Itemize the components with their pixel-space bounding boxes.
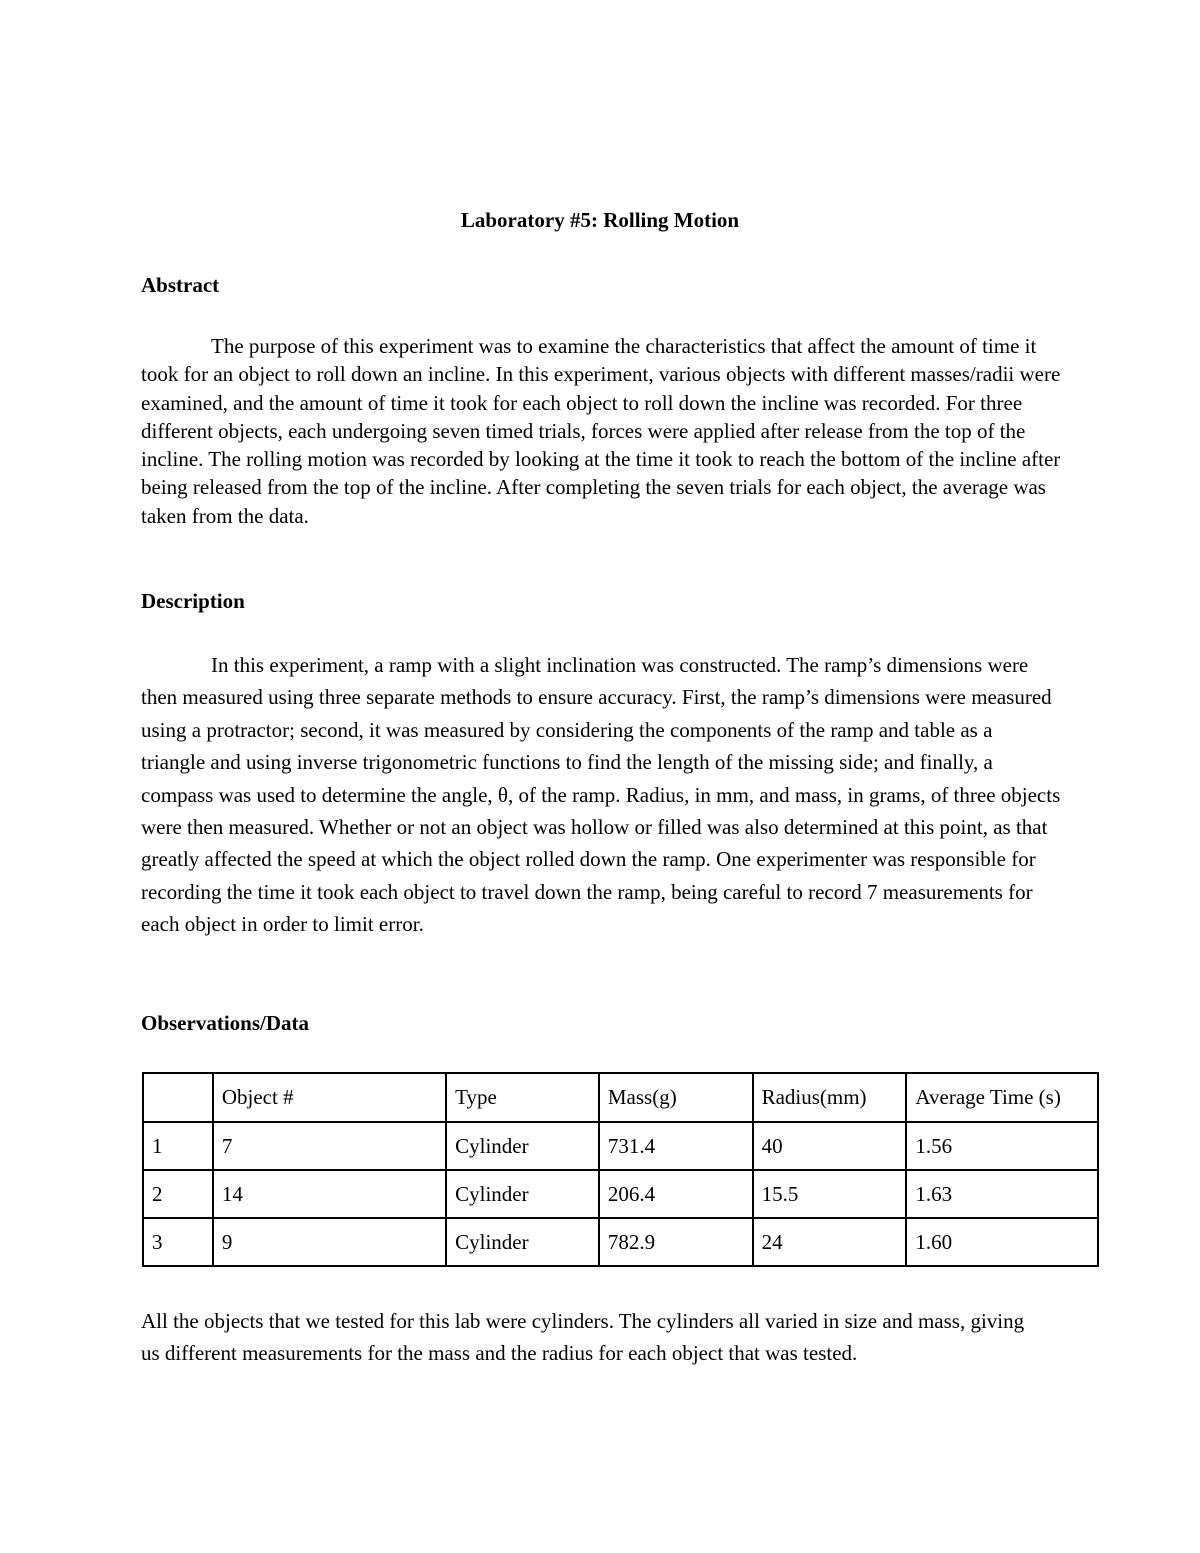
table-row [143, 1218, 1098, 1266]
table-cell-radius: 24 [753, 1218, 907, 1266]
table-cell-type: Cylinder [446, 1122, 599, 1170]
header-cell-index [143, 1073, 213, 1122]
table-cell-mass: 731.4 [599, 1122, 753, 1170]
data-table [142, 1072, 1099, 1267]
header-cell-mass: Mass(g) [599, 1073, 753, 1122]
header-cell-radius: Radius(mm) [753, 1073, 907, 1122]
table-cell-index: 2 [143, 1170, 213, 1218]
description-heading: Description [141, 589, 245, 613]
document-title: Laboratory #5: Rolling Motion [460, 208, 740, 232]
closing-paragraph: All the objects that we tested for this lab were cylinders. The cylinders all varied in size and mass, giving us different measurements for the mass and the radius for each object that was tested. [141, 1309, 1025, 1365]
table-cell-average-time: 1.60 [906, 1218, 1098, 1266]
table-row [143, 1170, 1098, 1218]
table-cell-type: Cylinder [446, 1170, 599, 1218]
table-cell-mass: 782.9 [599, 1218, 753, 1266]
table-header-row [143, 1073, 1098, 1122]
table-cell-index: 1 [143, 1122, 213, 1170]
table-cell-radius: 15.5 [753, 1170, 907, 1218]
table-cell-object: 7 [213, 1122, 446, 1170]
table-cell-radius: 40 [753, 1122, 907, 1170]
abstract-heading: Abstract [141, 273, 220, 297]
table-cell-object: 14 [213, 1170, 446, 1218]
abstract-paragraph: The purpose of this experiment was to examine the characteristics that affect the amount of time it took for an object to roll down an incline. In this experiment, various objects with different masses/radii were examined, and the amount of time it took for each object to roll down the incline was recorded. For three different objects, each undergoing seven timed trials, forces were applied after release from the top of the incline. The rolling motion was recorded by looking at the time it took to reach the bottom of the incline after being released from the top of the incline. After completing the seven trials for each object, the average was taken from the data. [141, 334, 1061, 528]
observations-heading: Observations/Data [141, 1011, 309, 1035]
table-cell-object: 9 [213, 1218, 446, 1266]
header-cell-average-time: Average Time (s) [906, 1073, 1098, 1122]
table-cell-average-time: 1.56 [906, 1122, 1098, 1170]
table-cell-index: 3 [143, 1218, 213, 1266]
header-cell-object: Object # [213, 1073, 446, 1122]
table-cell-type: Cylinder [446, 1218, 599, 1266]
header-cell-type: Type [446, 1073, 599, 1122]
table-row [143, 1122, 1098, 1170]
table-cell-mass: 206.4 [599, 1170, 753, 1218]
table-cell-average-time: 1.63 [906, 1170, 1098, 1218]
description-paragraph: In this experiment, a ramp with a slight inclination was constructed. The ramp’s dimensions were then measured using three separate methods to ensure accuracy. First, the ramp’s dimensions were measured using a protractor; second, it was measured by considering the components of the ramp and table as a triangle and using inverse trigonometric functions to find the length of the missing side; and finally, a compass was used to determine the angle, θ, of the ramp. Radius, in mm, and mass, in grams, of three objects were then measured. Whether or not an object was hollow or filled was also determined at this point, as that greatly affected the speed at which the object rolled down the ramp. One experimenter was responsible for recording the time it took each object to travel down the ramp, being careful to record 7 measurements for each object in order to limit error. [141, 653, 1061, 937]
